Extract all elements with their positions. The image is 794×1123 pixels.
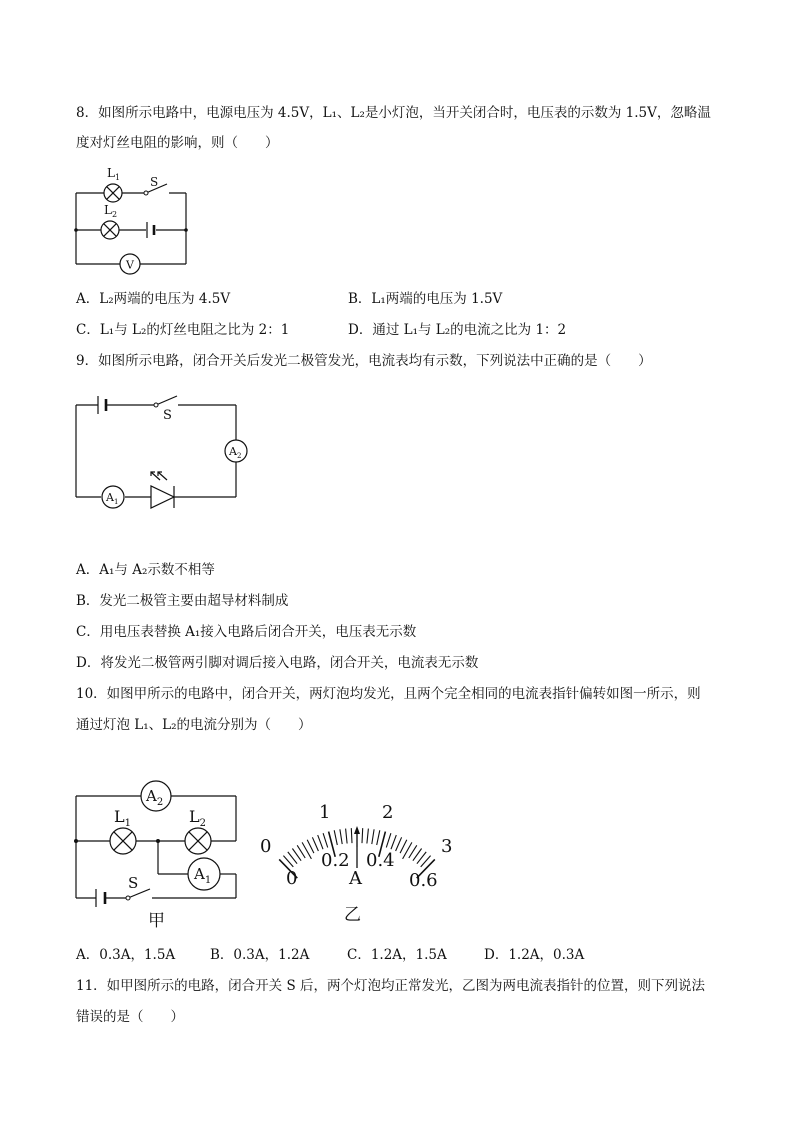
q10-meter-inner-2: 0.4 [366,850,395,871]
q9-option-c[interactable]: C．用电压表替换 A₁接入电路后闭合开关，电压表无示数 [76,624,417,640]
q10-meter-tick [396,837,402,851]
q10-meter-inner-0: 0 [286,868,298,889]
q9-a2-label: A [229,445,237,458]
q8-l2-sub: 2 [111,210,118,219]
q10-l1-label: L [114,807,125,826]
q10-meter-tick [346,829,348,844]
q10-stem-line2: 通过灯泡 L₁、L₂的电流分别为（ ） [76,717,312,733]
q9-option-a[interactable]: A．A₁与 A₂示数不相等 [76,562,215,578]
q8-stem-line1: 8．如图所示电路中，电源电压为 4.5V，L₁、L₂是小灯泡，当开关闭合时，电压表的示数为 1.5V，忽略温 [76,105,711,121]
q10-option-c[interactable]: C．1.2A，1.5A [347,947,447,963]
q10-a2-sub: 2 [156,797,164,808]
q10-meter-tick [318,835,323,849]
q10-meter-tick [377,830,380,845]
q10-meter-tick [334,830,337,845]
q8-option-d[interactable]: D．通过 L₁与 L₂的电流之比为 1：2 [348,322,567,338]
q10-meter-tick [367,829,369,844]
q10-meter-tick [312,837,318,851]
q10-stem-line1: 10．如图甲所示的电路中，闭合开关，两灯泡均发光，且两个完全相同的电流表指针偏转如图一所示，则 [76,686,701,702]
q10-junction-mid-icon [156,839,160,843]
q10-switch-pivot-icon [126,896,130,900]
q9-switch-label: S [163,408,172,423]
q10-switch-label: S [128,874,139,892]
q10-meter-tick [400,840,407,853]
q8-option-c[interactable]: C．L₁与 L₂的灯丝电阻之比为 2：1 [76,322,290,338]
q9-a1-label: A [106,491,114,504]
q9-a2-sub: 2 [236,452,242,460]
q10-meter-tick [362,828,363,843]
q10-option-b[interactable]: B．0.3A，1.2A [210,947,310,963]
q9-a1-sub: 1 [113,498,119,506]
svg-text:L1 [114,807,131,829]
q10-option-a[interactable]: A．0.3A，1.5A [76,947,176,963]
q10-a2-label: A [146,787,157,805]
q9-option-b[interactable]: B．发光二极管主要由超导材料制成 [76,593,289,609]
q10-ammeter-a1-icon [188,858,220,890]
q9-stem-line1: 9．如图所示电路，闭合开关后发光二极管发光，电流表均有示数，下列说法中正确的是（ ） [76,353,652,369]
q10-lamp-l2-icon [185,828,211,854]
q8-l1-label: L [107,166,115,180]
q8-switch-label: S [150,175,159,189]
q10-l2-label: L [189,807,200,826]
q8-option-b[interactable]: B．L₁两端的电压为 1.5V [348,291,503,307]
q8-option-a[interactable]: A．L₂两端的电压为 4.5V [76,291,231,307]
q10-meter-tick [386,833,391,847]
q10-meter-tick [340,829,342,844]
q10-meter-outer-3: 3 [441,836,453,857]
q10-lamp-l1-icon [110,828,136,854]
q10-meter-outer-0: 0 [260,836,272,857]
q10-l2-sub: 2 [199,818,206,829]
q9-option-d[interactable]: D．将发光二极管两引脚对调后接入电路，闭合开关，电流表无示数 [76,655,479,671]
q10-caption-yi: 乙 [344,905,361,925]
q10-meter-unit: A [349,868,362,889]
q10-battery-icon [96,889,105,907]
q10-meter-outer-1: 1 [319,802,331,823]
q10-meter-tick [391,835,396,849]
q10-meter-tick [307,840,314,853]
q10-meter-tick [372,829,374,844]
q10-meter-inner-3: 0.6 [409,870,438,891]
q10-a1-sub: 1 [204,875,212,886]
q10-meter-inner-1: 0.2 [321,850,350,871]
q10-meter-outer-2: 2 [382,802,394,823]
q8-l2-label: L [104,203,112,217]
q10-l1-sub: 1 [124,818,131,829]
q8-voltmeter-label: V [126,258,134,272]
q8-l1-sub: 1 [114,173,121,182]
q11-stem-line1: 11．如甲图所示的电路，闭合开关 S 后，两个灯泡均正常发光，乙图为两电流表指针的位置，则下列说法 [76,978,706,994]
q11-stem-line2: 错误的是（ ） [76,1009,184,1025]
q8-stem-line2: 度对灯丝电阻的影响，则（ ） [76,135,279,151]
q10-meter-tick [323,833,328,847]
svg-text:L2 [189,807,206,829]
q10-junction-left-icon [74,839,78,843]
q10-option-d[interactable]: D．1.2A，0.3A [484,947,585,963]
q10-a1-label: A [194,865,205,883]
q10-caption-jia: 甲 [148,911,165,931]
q10-ammeter-a2-icon [141,781,171,811]
q10-meter-tick [351,828,352,843]
